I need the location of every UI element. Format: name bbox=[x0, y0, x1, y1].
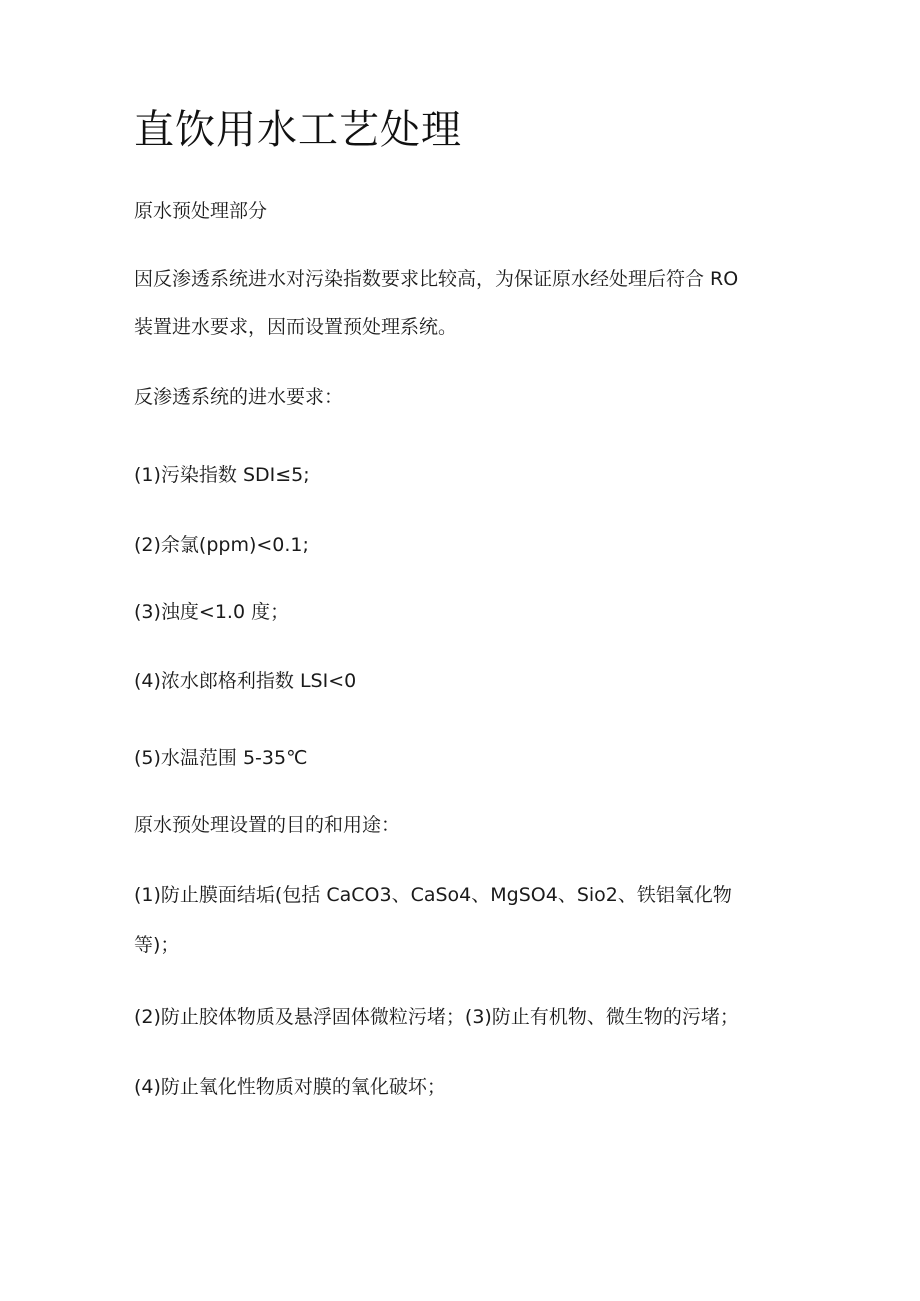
section-heading-pretreatment: 原水预处理部分 bbox=[134, 200, 268, 222]
section-heading-purpose: 原水预处理设置的目的和用途： bbox=[134, 814, 401, 836]
section-heading-ro-requirements: 反渗透系统的进水要求： bbox=[134, 386, 344, 408]
list-item: (2)余氯(ppm)<0.1; bbox=[134, 534, 309, 556]
paragraph-line: 装置进水要求，因而设置预处理系统。 bbox=[134, 316, 458, 338]
paragraph-line: 因反渗透系统进水对污染指数要求比较高，为保证原水经处理后符合 RO bbox=[134, 268, 739, 290]
list-item: (1)防止膜面结垢(包括 CaCO3、CaSo4、MgSO4、Sio2、铁铝氧化物 bbox=[134, 884, 732, 906]
list-item: (4)浓水郎格利指数 LSI<0 bbox=[134, 670, 357, 692]
list-item: (2)防止胶体物质及悬浮固体微粒污堵；(3)防止有机物、微生物的污堵； bbox=[134, 1006, 739, 1028]
list-item: (3)浊度<1.0 度； bbox=[134, 601, 290, 623]
list-item: (1)污染指数 SDI≤5; bbox=[134, 464, 310, 486]
page-title: 直饮用水工艺处理 bbox=[134, 107, 462, 153]
list-item-continuation: 等)； bbox=[134, 934, 180, 956]
list-item: (5)水温范围 5-35℃ bbox=[134, 747, 308, 769]
list-item: (4)防止氧化性物质对膜的氧化破坏； bbox=[134, 1076, 446, 1098]
